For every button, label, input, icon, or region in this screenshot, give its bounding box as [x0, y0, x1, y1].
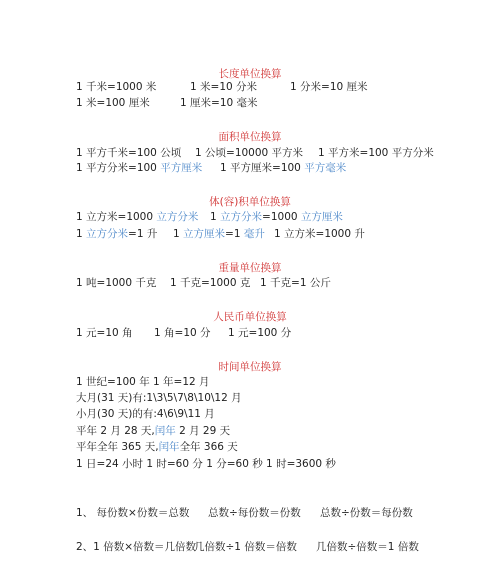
area-title: 面积单位换算: [218, 131, 282, 143]
weight-conversion: 1 吨=1000 千克: [76, 277, 157, 289]
volume-conversion: 1 立方分米=1 升: [76, 228, 158, 240]
volume-conversion: 1 立方厘米=1 毫升: [173, 228, 265, 240]
length-conversion: 1 千米=1000 米: [76, 81, 157, 93]
length-conversion: 1 米=10 分米: [190, 81, 258, 93]
weight-title: 重量单位换算: [218, 262, 282, 274]
length-conversion: 1 米=100 厘米: [76, 97, 150, 109]
volume-conversion: 1 立方米=1000 立方分米: [76, 211, 199, 223]
weight-conversion: 1 千克=1000 克: [170, 277, 251, 289]
volume-conversion: 1 立方分米=1000 立方厘米: [210, 211, 343, 223]
area-conversion: 1 公顷=10000 平方米: [195, 147, 304, 159]
formula: 总数÷每份数＝份数: [208, 507, 301, 519]
time-line-4: 平年 2 月 28 天,闰年 2 月 29 天: [76, 425, 231, 437]
time-title: 时间单位换算: [218, 361, 282, 373]
formula: 几倍数÷倍数＝1 倍数: [316, 541, 419, 553]
formula: 总数÷份数＝每份数: [320, 507, 413, 519]
time-line-6: 1 日=24 小时 1 时=60 分 1 分=60 秒 1 时=3600 秒: [76, 458, 336, 470]
rmb-conversion: 1 元=100 分: [228, 327, 292, 339]
time-line-1: 1 世纪=100 年 1 年=12 月: [76, 376, 210, 388]
volume-conversion: 1 立方米=1000 升: [274, 228, 365, 240]
time-line-2: 大月(31 天)有:1\3\5\7\8\10\12 月: [76, 392, 242, 404]
area-conversion: 1 平方厘米=100 平方毫米: [220, 162, 347, 174]
rmb-conversion: 1 角=10 分: [154, 327, 211, 339]
length-conversion: 1 厘米=10 毫米: [180, 97, 258, 109]
rmb-conversion: 1 元=10 角: [76, 327, 133, 339]
rmb-title: 人民币单位换算: [213, 311, 287, 323]
area-conversion: 1 平方千米=100 公顷: [76, 147, 182, 159]
length-title: 长度单位换算: [218, 68, 282, 80]
weight-conversion: 1 千克=1 公斤: [260, 277, 331, 289]
time-line-5: 平年全年 365 天,闰年全年 366 天: [76, 441, 238, 453]
length-conversion: 1 分米=10 厘米: [290, 81, 368, 93]
formula: 1、 每份数×份数＝总数: [76, 507, 190, 519]
time-line-3: 小月(30 天)的有:4\6\9\11 月: [76, 408, 215, 420]
formula: 2、1 倍数×倍数＝几倍数: [76, 541, 196, 553]
area-conversion: 1 平方米=100 平方分米: [318, 147, 434, 159]
formula: 几倍数÷1 倍数＝倍数: [194, 541, 297, 553]
area-conversion: 1 平方分米=100 平方厘米: [76, 162, 203, 174]
volume-title: 体(容)积单位换算: [209, 196, 291, 208]
